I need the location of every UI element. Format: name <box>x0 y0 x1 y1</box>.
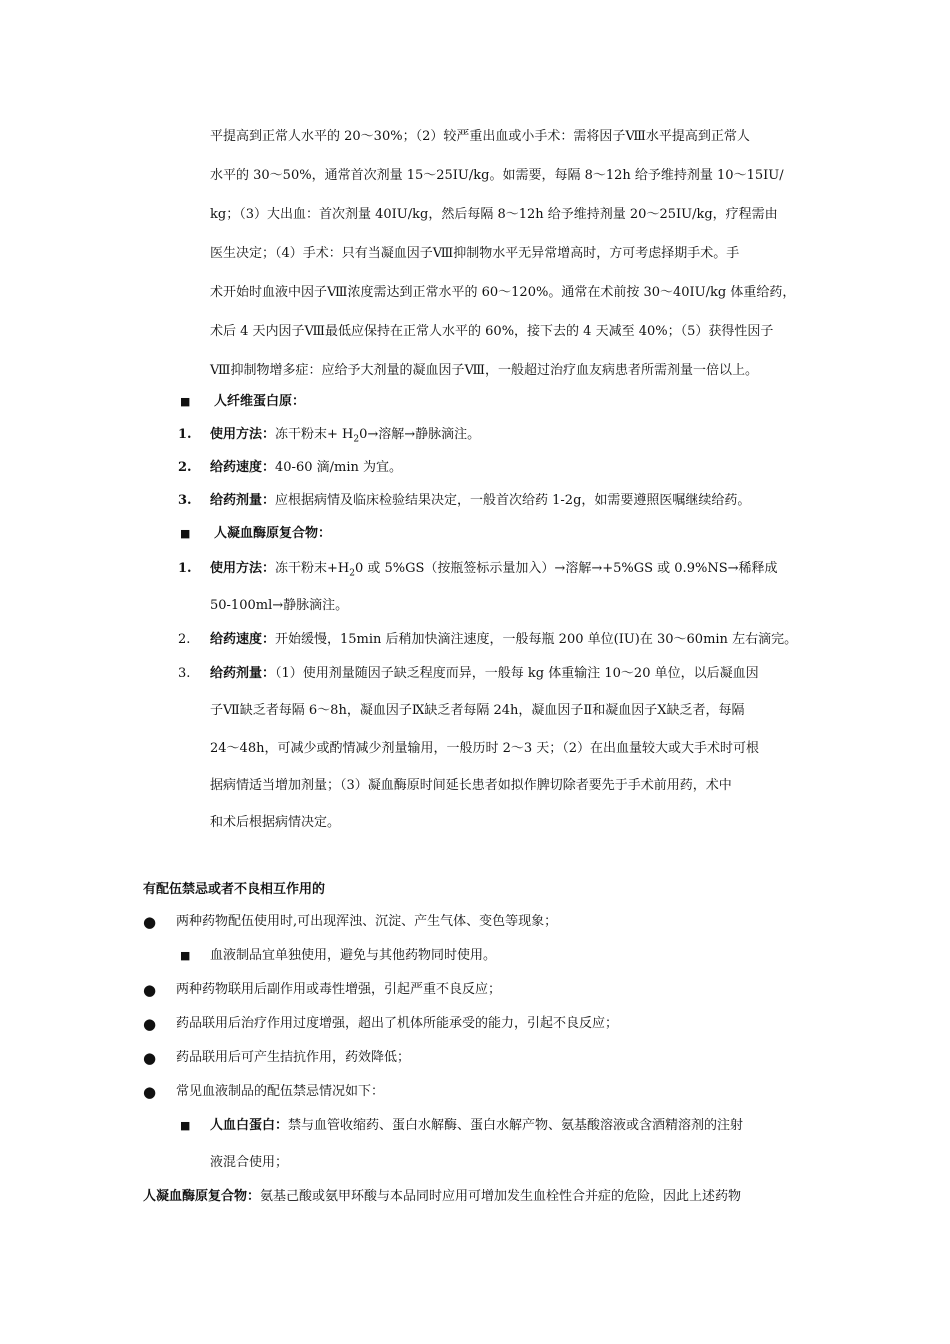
list-item <box>210 459 402 477</box>
paragraph-line: 医生决定；（4）手术：只有当凝血因子Ⅷ抑制物水平无异常增高时，方可考虑择期手术。手 <box>210 246 740 261</box>
item-label: 给药速度： <box>210 460 276 475</box>
item-text: 开始缓慢，15min 后稍加快滴注速度，一般每瓶 200 单位(IU)在 30～60min 左右滴完。 <box>275 632 798 647</box>
list-item <box>210 492 750 510</box>
item-text: （1）使用剂量随因子缺乏程度而异，一般每 kg 体重输注 10～20 单位，以后凝血因 <box>275 666 759 681</box>
square-bullet-icon: ■ <box>180 1119 191 1132</box>
bullet-item: 两种药物配伍使用时,可出现浑浊、沉淀、产生气体、变色等现象； <box>176 914 558 929</box>
item-label: 给药剂量： <box>210 666 276 681</box>
list-number: 3. <box>178 493 192 508</box>
paragraph-line: kg；（3）大出血：首次剂量 40IU/kg，然后每隔 8～12h 给予维持剂量 20～25IU/kg，疗程需由 <box>210 207 778 222</box>
item-text: 禁与血管收缩药、蛋白水解酶、蛋白水解产物、氨基酸溶液或含酒精溶剂的注射 <box>288 1118 744 1133</box>
list-item <box>210 560 778 583</box>
bullet-item: 常见血液制品的配伍禁忌情况如下： <box>176 1084 385 1099</box>
section-heading: 人凝血酶原复合物： <box>214 526 332 541</box>
paragraph-line: 术开始时血液中因子Ⅷ浓度需达到正常水平的 60～120%。通常在术前按 30～40IU/kg 体重给药， <box>210 285 796 300</box>
sub-bullet-continuation: 液混合使用； <box>210 1155 289 1170</box>
item-text: 氨基己酸或氨甲环酸与本品同时应用可增加发生血栓性合并症的危险，因此上述药物 <box>260 1189 742 1204</box>
list-item-continuation: 据病情适当增加剂量；（3）凝血酶原时间延长患者如拟作脾切除者要先于手术前用药，术中 <box>210 778 732 793</box>
paragraph-line: 水平的 30～50%，通常首次剂量 15～25IU/kg。如需要，每隔 8～12h 给予维持剂量 10～15IU/ <box>210 168 784 183</box>
bullet-dot-icon: ● <box>143 1083 157 1101</box>
list-item <box>210 426 480 449</box>
paragraph-line: 平提高到正常人水平的 20～30%；（2）较严重出血或小手术：需将因子Ⅷ水平提高到正常人 <box>210 129 750 144</box>
paragraph-line: 术后 4 天内因子Ⅷ最低应保持在正常人水平的 60%，接下去的 4 天减至 40%；（5）获得性因子 <box>210 324 774 339</box>
list-item <box>210 631 797 649</box>
item-text: 应根据病情及临床检验结果决定，一般首次给药 1-2g，如需要遵照医嘱继续给药。 <box>275 493 751 508</box>
item-text: 40-60 滴/min 为宜。 <box>275 460 402 475</box>
list-item-continuation: 24～48h，可减少或酌情减少剂量输用，一般历时 2～3 天；（2）在出血量较大或大手术时可根 <box>210 741 760 756</box>
list-number: 2. <box>178 460 192 475</box>
paragraph-line: Ⅷ抑制物增多症：应给予大剂量的凝血因子Ⅷ，一般超过治疗血友病患者所需剂量一倍以上。 <box>210 363 758 378</box>
list-number: 2. <box>178 632 191 647</box>
bullet-dot-icon: ● <box>143 1015 157 1033</box>
bullet-item: 药品联用后可产生拮抗作用，药效降低； <box>176 1050 411 1065</box>
item-text: 0 或 5%GS（按瓶签标示量加入）→溶解→+5%GS 或 0.9%NS→稀释成 <box>354 561 778 576</box>
bullet-item: 药品联用后治疗作用过度增强，超出了机体所能承受的能力，引起不良反应； <box>176 1016 619 1031</box>
bullet-dot-icon: ● <box>143 1049 157 1067</box>
item-label: 使用方法： <box>210 427 276 442</box>
bullet-item: 两种药物联用后副作用或毒性增强，引起严重不良反应； <box>176 982 502 997</box>
item-text: 冻干粉末+ H <box>275 427 354 442</box>
square-bullet-icon: ■ <box>180 527 191 540</box>
paragraph-line <box>143 1188 741 1206</box>
sub-bullet-item <box>210 1117 743 1135</box>
square-bullet-icon: ■ <box>180 395 191 408</box>
item-text: 冻干粉末+H <box>275 561 350 576</box>
bullet-dot-icon: ● <box>143 981 157 999</box>
list-item-continuation: 子Ⅶ缺乏者每隔 6～8h，凝血因子Ⅸ缺乏者每隔 24h，凝血因子Ⅱ和凝血因子Ⅹ缺乏者，每隔 <box>210 703 745 718</box>
sub-bullet-item: 血液制品宜单独使用，避免与其他药物同时使用。 <box>210 948 497 963</box>
list-item-continuation: 和术后根据病情决定。 <box>210 815 341 830</box>
list-item <box>210 665 759 683</box>
section-heading: 人纤维蛋白原： <box>214 394 306 409</box>
item-label: 使用方法： <box>210 561 276 576</box>
list-number: 1. <box>178 561 192 576</box>
list-item-continuation: 50-100ml→静脉滴注。 <box>210 598 349 613</box>
list-number: 1. <box>178 427 192 442</box>
list-number: 3. <box>178 666 191 681</box>
item-text: 0→溶解→静脉滴注。 <box>359 427 481 442</box>
section-heading: 有配伍禁忌或者不良相互作用的 <box>143 882 326 897</box>
item-label: 给药剂量： <box>210 493 276 508</box>
subscript: 2 <box>353 434 360 445</box>
square-bullet-icon: ■ <box>180 949 191 962</box>
bullet-dot-icon: ● <box>143 913 157 931</box>
item-label: 给药速度： <box>210 632 276 647</box>
subscript: 2 <box>349 568 355 579</box>
item-label: 人血白蛋白： <box>210 1118 289 1133</box>
item-label: 人凝血酶原复合物： <box>143 1189 261 1204</box>
